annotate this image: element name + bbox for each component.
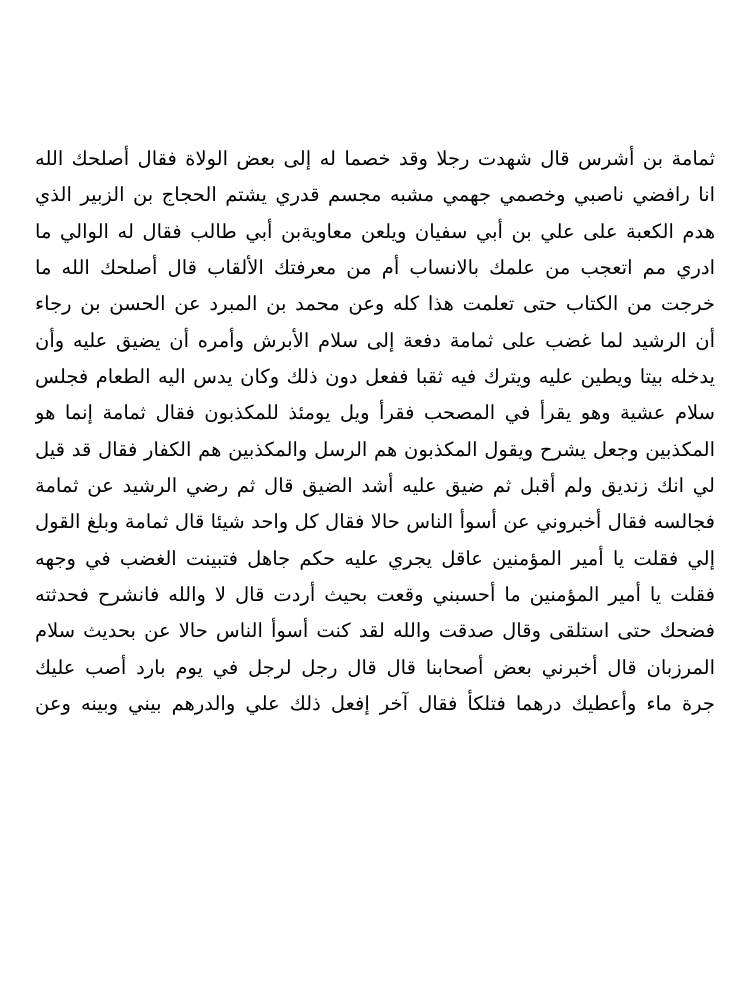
- text-line: فجالسه فقال أخبروني عن أسوأ الناس حالا فقال كل واحد شيئا قال ثمامة وبلغ القول: [35, 510, 715, 534]
- text-line: ثمامة بن أشرس قال شهدت رجلا وقد خصما له إلى بعض الولاة فقال أصلحك الله: [35, 147, 715, 170]
- body-text: [35, 141, 715, 723]
- text-line: انا رافضي ناصبي وخصمي جهمي مشبه مجسم قدري يشتم الحجاج بن الزبير الذي: [35, 183, 715, 207]
- text-line: لي انك زنديق ولم أقبل ثم ضيق عليه أشد الضيق قال ثم رضي الرشيد عن ثمامة: [35, 474, 715, 498]
- text-line: إلي فقلت يا أمير المؤمنين عاقل يجري عليه حكم جاهل فتبينت الغضب في وجهه: [35, 546, 715, 570]
- text-line: ادري مم اتعجب من علمك بالانساب أم من معرفتك الألقاب قال أصلحك الله ما: [35, 256, 715, 280]
- text-line: فضحك حتى استلقى وقال صدقت والله لقد كنت أسوأ الناس حالا عن بحديث سلام: [35, 619, 715, 643]
- text-line: يدخله بيتا ويطين عليه ويترك فيه ثقبا ففعل دون ذلك وكان يدس اليه الطعام فجلس: [35, 365, 715, 389]
- text-line: خرجت من الكتاب حتى تعلمت هذا كله وعن محمد بن المبرد عن الحسن بن رجاء: [35, 292, 715, 316]
- text-line: جرة ماء وأعطيك درهما فتلكأ فقال آخر إفعل ذلك علي والدرهم بيني وبينه وعن: [35, 692, 715, 716]
- text-line: سلام عشية وهو يقرأ في المصحب فقرأ ويل يومئذ للمكذبون فقال ثمامة إنما هو: [35, 401, 715, 425]
- text-line: فقلت يا أمير المؤمنين ما أحسبني وقعت بحيث أردت قال لا والله فانشرح فحدثته: [35, 583, 715, 607]
- text-line: المكذبين وجعل يشرح ويقول المكذبون هم الرسل والمكذبين هم الكفار فقال قد قيل: [35, 437, 715, 461]
- text-line: أن الرشيد لما غضب على ثمامة دفعة إلى سلام الأبرش وأمره أن يضيق عليه وأن: [35, 328, 715, 352]
- text-line: هدم الكعبة على علي بن أبي سفيان ويلعن معاويةبن أبي طالب فقال له الوالي ما: [35, 219, 715, 243]
- text-line: المرزبان قال أخبرني بعض أصحابنا قال قال رجل لرجل في يوم بارد أصب عليك: [35, 655, 715, 679]
